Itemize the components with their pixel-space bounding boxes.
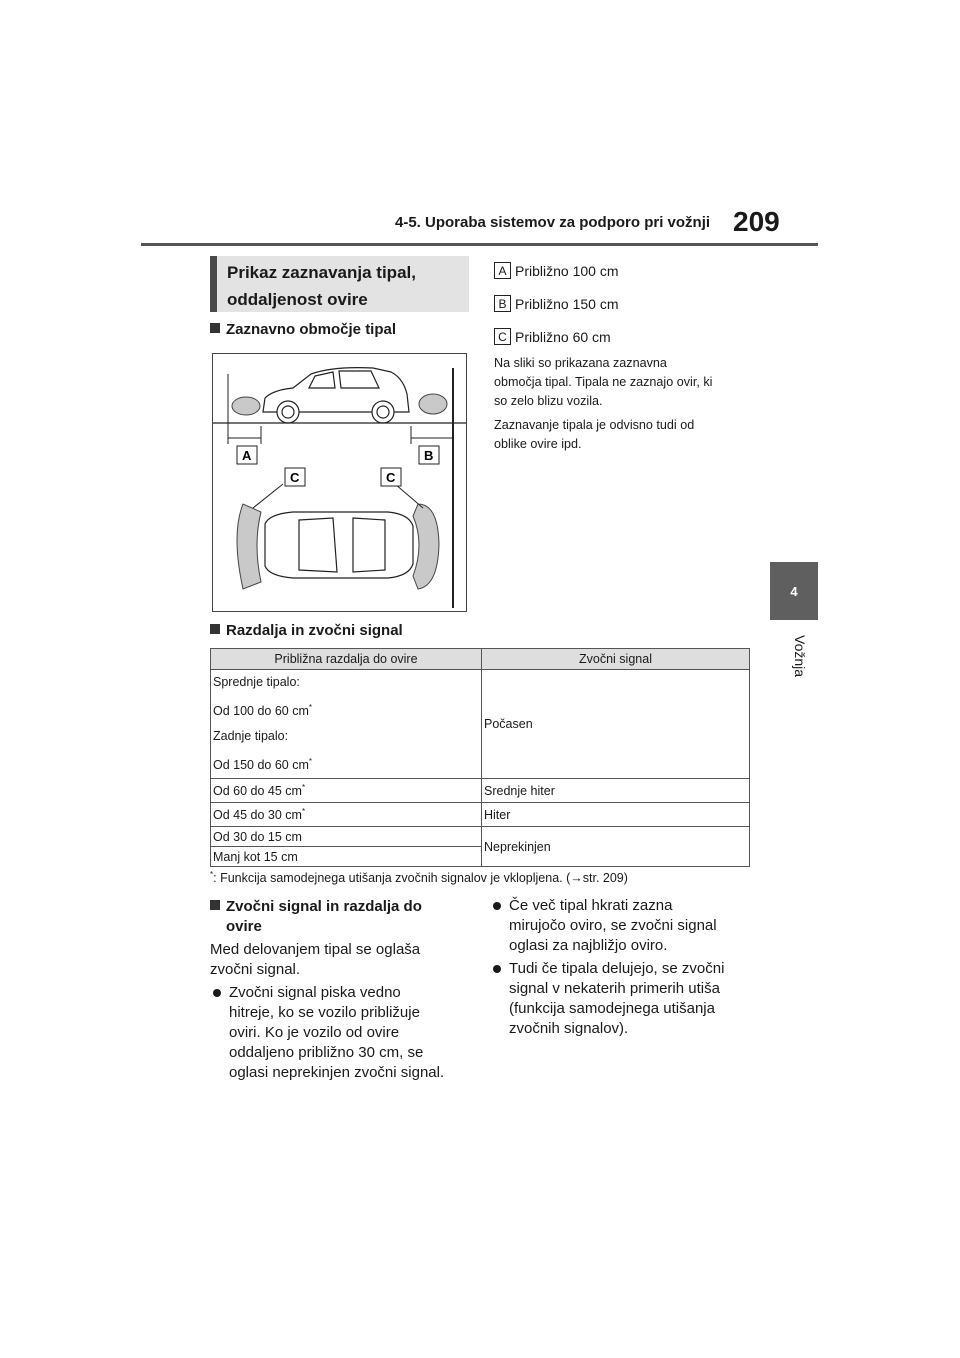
legend-key-c: C <box>494 328 511 345</box>
chapter-tab: 4 <box>770 562 818 620</box>
section-title-line1: Prikaz zaznavanja tipal, <box>227 263 416 282</box>
section-title <box>210 256 469 312</box>
legend-text-a: Približno 100 cm <box>515 262 619 279</box>
subheading-detection-text: Zaznavno območje tipal <box>226 321 397 338</box>
table-cell-signal: Neprekinjen <box>482 827 750 867</box>
bullet-line: hitreje, ko se vozilo približuje <box>229 1004 420 1021</box>
legend-item-c <box>494 328 611 345</box>
bullet-line: oviri. Ko je vozilo od ovire <box>229 1024 400 1041</box>
cell-line: Sprednje tipalo: <box>213 675 300 689</box>
page-number: 209 <box>733 206 780 237</box>
table-header-row <box>211 649 750 670</box>
legend-item-b <box>494 295 619 312</box>
bullet-dot-icon <box>493 902 501 910</box>
section-title-line2: oddaljenost ovire <box>227 290 368 309</box>
legend-key-b: B <box>494 295 511 312</box>
intro-paragraph <box>210 940 420 980</box>
bullet-line: signal v nekaterih primerih utiša <box>509 980 720 997</box>
legend-text-c: Približno 60 cm <box>515 328 611 345</box>
note-line: so zelo blizu vozila. <box>494 394 603 408</box>
footnote-text: : Funkcija samodejnega utišanja zvočnih signalov je vklopljena. (→str. 209) <box>213 871 628 886</box>
subheading-distance <box>210 622 403 639</box>
table-cell-signal: Srednje hiter <box>482 779 750 803</box>
legend-item-a <box>494 262 619 279</box>
diagram-label-c-right: C <box>386 470 396 485</box>
paragraph-line: Med delovanjem tipal se oglaša <box>210 941 421 958</box>
table-row <box>211 779 750 803</box>
square-bullet-icon <box>210 624 220 634</box>
header-rule <box>141 243 818 246</box>
cell-text: Od 100 do 60 cm <box>213 704 309 719</box>
sensor-detection-diagram <box>212 353 467 612</box>
table-cell-signal: Hiter <box>482 803 750 827</box>
chapter-header: 4-5. Uporaba sistemov za podporo pri vožnji <box>395 214 711 231</box>
diagram-label-b: B <box>424 448 434 463</box>
bullet-line: oddaljeno približno 30 cm, se <box>229 1044 424 1061</box>
asterisk-mark: * <box>308 757 313 767</box>
diagram-label-c-left: C <box>290 470 300 485</box>
note-line: Zaznavanje tipala je odvisno tudi od <box>494 418 695 432</box>
diagram-label-a: A <box>242 448 252 463</box>
subheading-detection <box>210 321 396 338</box>
square-bullet-icon <box>210 900 220 910</box>
car-top-view <box>265 512 413 578</box>
cell-line <box>213 695 479 724</box>
bullet-line: mirujočo oviro, se zvočni signal <box>509 917 717 934</box>
square-bullet-icon <box>210 323 220 333</box>
note-detection-range <box>494 354 756 411</box>
subheading-distance-text: Razdalja in zvočni signal <box>226 622 403 639</box>
legend-text-b: Približno 150 cm <box>515 295 619 312</box>
footnote <box>210 870 628 885</box>
table-cell-distance <box>211 803 482 827</box>
table-header-distance: Približna razdalja do ovire <box>211 649 482 670</box>
cell-text: Od 60 do 45 cm <box>213 784 302 799</box>
subheading-signal <box>210 897 422 937</box>
subheading-signal-text: Zvočni signal in razdalja do <box>226 898 422 915</box>
table-row <box>211 670 750 779</box>
chapter-tab-label: Vožnja <box>792 634 808 678</box>
cell-text: Od 150 do 60 cm <box>213 758 309 773</box>
legend-key-a: A <box>494 262 511 279</box>
subheading-signal-text-line2: ovire <box>226 918 262 935</box>
bullet-dot-icon <box>213 989 221 997</box>
bullet-item <box>509 959 724 1039</box>
table-row <box>211 803 750 827</box>
asterisk-mark: * <box>308 703 313 712</box>
bullet-line: oglasi za najbližjo oviro. <box>509 937 668 954</box>
bullet-item <box>509 896 717 956</box>
bullet-line: Če več tipal hkrati zazna <box>509 897 673 914</box>
cell-line: Zadnje tipalo: <box>213 729 289 744</box>
note-line: območja tipal. Tipala ne zaznajo ovir, ki <box>494 375 713 389</box>
bullet-item <box>229 983 444 1083</box>
asterisk-mark: * <box>301 807 306 817</box>
cell-text: Od 45 do 30 cm <box>213 808 302 823</box>
bullet-line: (funkcija samodejnega utišanja <box>509 1000 715 1017</box>
table-cell-distance <box>211 670 482 779</box>
table-header-signal: Zvočni signal <box>482 649 750 670</box>
bullet-line: Tudi če tipala delujejo, se zvočni <box>509 960 725 977</box>
note-line: oblike ovire ipd. <box>494 437 582 451</box>
bullet-line: Zvočni signal piska vedno <box>229 984 401 1001</box>
table-cell-distance: Manj kot 15 cm <box>211 847 482 867</box>
footnote-mark: * <box>210 870 214 879</box>
distance-signal-table <box>210 648 750 867</box>
note-obstacle-shape <box>494 416 756 454</box>
table-cell-signal: Počasen <box>482 670 750 779</box>
bullet-dot-icon <box>493 965 501 973</box>
bullet-line: oglasi neprekinjen zvočni signal. <box>229 1064 445 1081</box>
cell-line <box>213 749 479 778</box>
note-line: Na sliki so prikazana zaznavna <box>494 356 667 370</box>
asterisk-mark: * <box>301 783 306 793</box>
paragraph-line: zvočni signal. <box>210 961 301 978</box>
table-row <box>211 827 750 847</box>
car-sensor-illustration <box>213 354 466 611</box>
table-cell-distance <box>211 779 482 803</box>
table-cell-distance: Od 30 do 15 cm <box>211 827 482 847</box>
bullet-line: zvočnih signalov). <box>509 1020 629 1037</box>
